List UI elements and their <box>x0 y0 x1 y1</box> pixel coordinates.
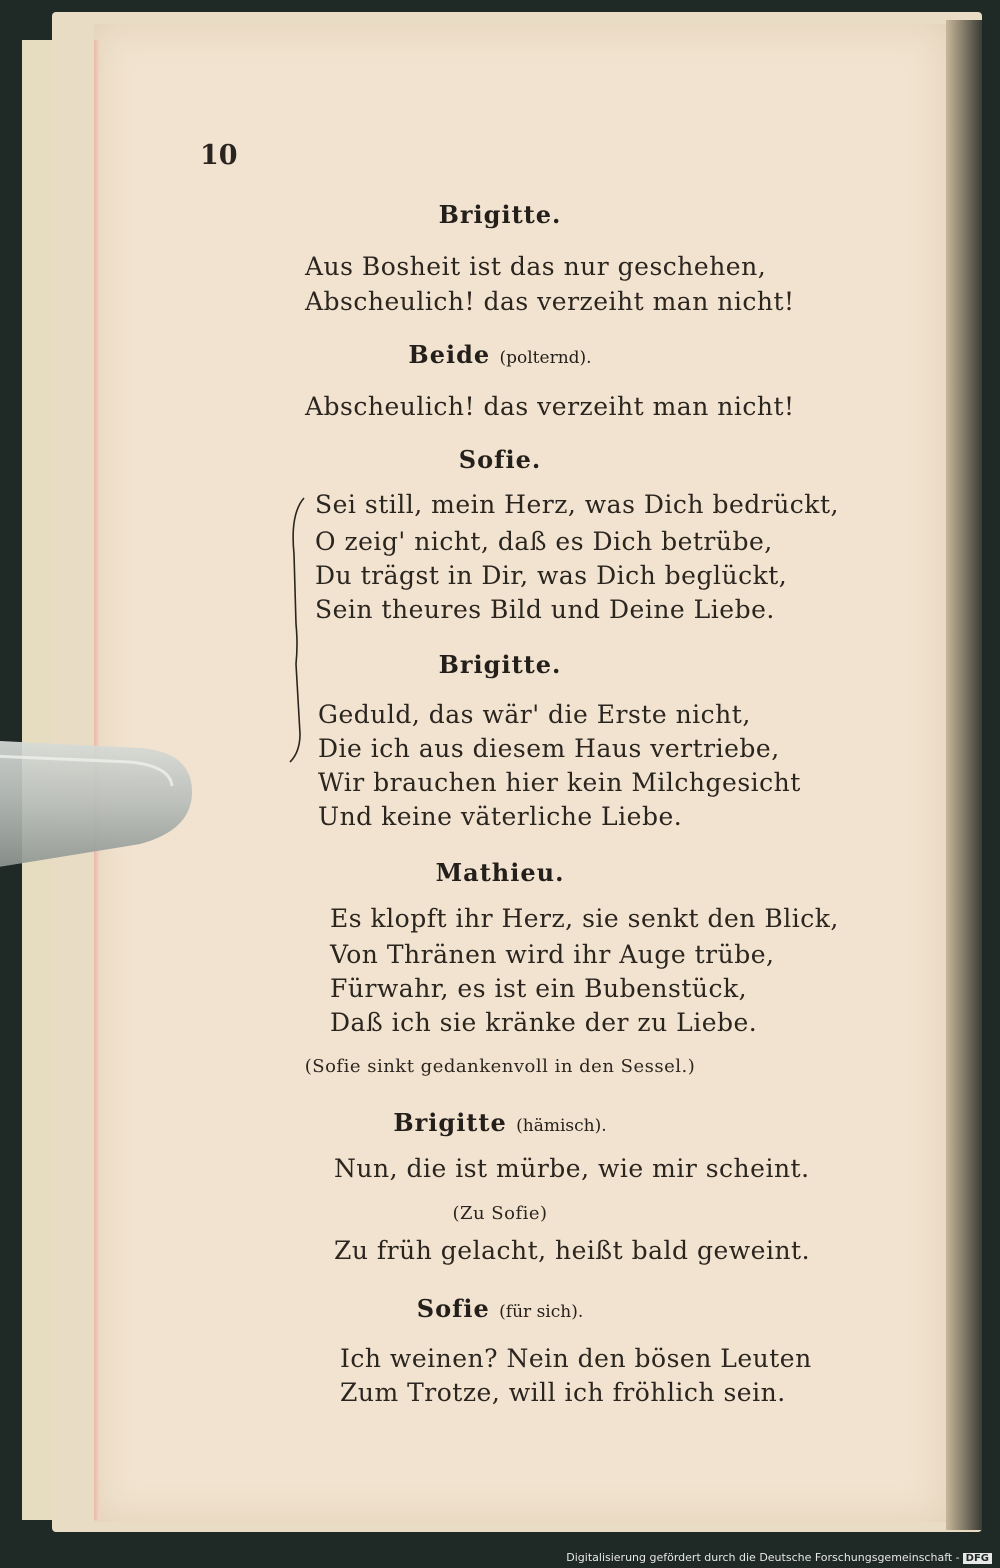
stage-direction: (hämisch). <box>516 1116 607 1136</box>
verse-line: Ich weinen? Nein den bösen Leuten <box>340 1344 812 1373</box>
page-number: 10 <box>200 140 238 171</box>
verse-line: Und keine väterliche Liebe. <box>318 802 683 831</box>
stage-direction: (Zu Sofie) <box>452 1203 548 1224</box>
credit-text: Digitalisierung gefördert durch die Deutsche Forschungsgemeinschaft - <box>566 1551 960 1564</box>
verse-line: Sein theures Bild und Deine Liebe. <box>315 595 775 624</box>
verse-line: Wir brauchen hier kein Milchgesicht <box>318 768 801 797</box>
speaker-brigitte-3 <box>0 1108 1000 1137</box>
speaker-brigitte-1: Brigitte. <box>438 200 562 229</box>
handwritten-bracket-mark <box>286 494 306 764</box>
verse-line: Die ich aus diesem Haus vertriebe, <box>318 734 780 763</box>
verse-line: Geduld, das wär' die Erste nicht, <box>318 700 751 729</box>
speaker-beide <box>0 340 1000 369</box>
verse-line: Abscheulich! das verzeiht man nicht! <box>305 287 795 316</box>
speaker-sofie-1: Sofie. <box>458 445 542 474</box>
scan-holder-clip <box>0 720 200 880</box>
verse-line: Aus Bosheit ist das nur geschehen, <box>305 252 767 281</box>
verse-line: Es klopft ihr Herz, sie senkt den Blick, <box>330 904 839 933</box>
speaker-name: Sofie <box>416 1294 490 1323</box>
digitization-credit <box>566 1551 992 1564</box>
stage-direction: (Sofie sinkt gedankenvoll in den Sessel.) <box>304 1056 696 1077</box>
verse-line: Du trägst in Dir, was Dich beglückt, <box>315 561 788 590</box>
verse-line: Abscheulich! das verzeiht man nicht! <box>305 392 795 421</box>
verse-line: Zum Trotze, will ich fröhlich sein. <box>340 1378 786 1407</box>
verse-line: Zu früh gelacht, heißt bald geweint. <box>334 1236 811 1265</box>
stage-direction: (für sich). <box>499 1302 584 1322</box>
verse-line: Daß ich sie kränke der zu Liebe. <box>330 1008 758 1037</box>
verse-line: Fürwahr, es ist ein Bubenstück, <box>330 974 748 1003</box>
speaker-sofie-2 <box>0 1294 1000 1323</box>
speaker-brigitte-2: Brigitte. <box>438 650 562 679</box>
dfg-logo: DFG <box>963 1553 992 1564</box>
verse-line: Nun, die ist mürbe, wie mir scheint. <box>334 1154 810 1183</box>
speaker-mathieu: Mathieu. <box>435 858 565 887</box>
verse-line: Von Thränen wird ihr Auge trübe, <box>330 940 775 969</box>
speaker-name: Beide <box>408 340 491 369</box>
verse-line: O zeig' nicht, daß es Dich betrübe, <box>315 527 773 556</box>
stage-direction: (polternd). <box>499 348 592 368</box>
speaker-name: Brigitte <box>393 1108 507 1137</box>
verse-line: Sei still, mein Herz, was Dich bedrückt, <box>315 490 839 519</box>
